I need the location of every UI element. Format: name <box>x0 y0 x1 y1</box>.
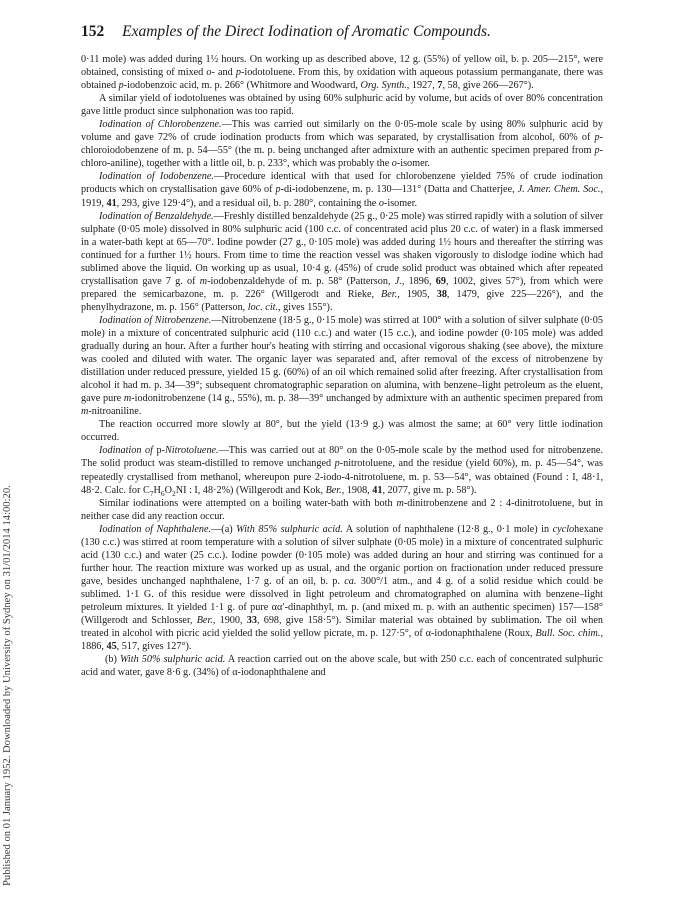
text-run: -nitrotoluene, and the residue (yield 60%), m. p. 45—54°, was repeatedly crystallised from methanol, whereupon pure 2-iodo-4-nitrotoluene, m. p. 53—54°, was obtained (Found : I, 48·1, 48·2. Calc. for C <box>81 458 603 496</box>
text-run: 300°/1 atm., and 4 g. of a solid residue which could be sublimed. 1·1 G. of this residue were dissolved in light petroleum and chromatographed on alumina with benzene–light petroleum mixtures. It yielded 1·1 g. of pure αα′-dinaphthyl, m. p. (and mixed m. p. with an authentic specimen) 157—158° (Willgerodt and Schlosser, <box>81 575 603 627</box>
text-run: Iodination of <box>99 445 157 457</box>
text-run: 33 <box>246 615 257 627</box>
text-run: , 1905, <box>397 288 437 300</box>
text-run: , 1900, <box>212 615 247 627</box>
text-run: p <box>275 184 281 196</box>
text-run: —This was carried out at 80° on the 0·05-mole scale by the method used for nitrobenzene. The solid product was steam-distilled to remove unchanged <box>81 445 603 470</box>
text-run: , 1927, <box>406 80 438 92</box>
text-run: cyclo <box>552 523 575 535</box>
text-run: o <box>391 158 397 170</box>
text-run: , 293, give 129·4°), and a residual oil, b. p. 280°, containing the <box>116 197 379 209</box>
text-run: —This was carried out similarly on the 0·05-mole scale by using 80% sulphuric acid by volume and gave 72% of crude iodination products from which was separated, by crystallisation from alcohol, 60% of <box>81 119 603 144</box>
text-run: A similar yield of iodotoluenes was obtained by using 60% sulphuric acid by volume, but acids of over 80% concentration gave little product since sulphonation was too rapid. <box>81 93 603 118</box>
text-run: Ber. <box>325 484 342 496</box>
text-run: m <box>123 393 132 405</box>
text-run: Ber. <box>196 615 213 627</box>
text-run: -chloro-aniline), together with a little oil, b. p. 233°, which was probably the <box>81 145 603 170</box>
text-run: Org. Synth. <box>360 80 407 92</box>
text-run: ca. <box>344 575 357 587</box>
text-run: -Nitrotoluene. <box>161 445 219 457</box>
text-run: , gives 155°). <box>278 301 333 313</box>
text-run: J. <box>394 275 402 287</box>
paragraph <box>81 444 603 496</box>
text-run: 38 <box>436 288 447 300</box>
text-run: 45 <box>106 641 117 653</box>
paragraph <box>81 497 603 523</box>
text-run: 2 <box>171 488 176 498</box>
text-run: J. Amer. Chem. Soc. <box>517 184 601 196</box>
text-run: NI : I, 48·2%) (Willgerodt and Kok, <box>175 484 326 496</box>
text-run: With 50% sulphuric acid. <box>120 654 226 666</box>
text-run: -nitroaniline. <box>88 406 142 418</box>
text-run: —Nitrobenzene (18·5 g., 0·15 mole) was stirred at 100° with a solution of silver sulphate (0·05 mole) in a mixture of concentrated sulphuric acid (110 c.c.) and water (15 c.c.), and iodine powder (0·105 mole) was added gradually during an hour. After a further hour's heating with stirring and occasional vigorous shaking (see above), the mixture was cooled and diluted with water. The organic layer was separated and, after removal of the excess of nitrobenzene by distillation under reduced pressure, yielded 15 g. (60%) of an oil which remained solid after freezing. After crystallisation from alcohol it had m. p. 34—39°; subsequent chromatographic separation on alumina, with benzene–light petroleum as the eluent, gave pure <box>81 314 603 405</box>
text-run: The reaction occurred more slowly at 80°, but the yield (13·9 g.) was almost the same; at 60° very little iodination occurred. <box>81 419 603 444</box>
text-run: 7 <box>437 80 443 92</box>
paragraph <box>81 210 603 314</box>
text-run: (b) <box>105 654 120 666</box>
text-run: -chloroiodobenzene of m. p. 54—55° (the m. p. being unchanged after admixture with an authentic specimen prepared from <box>81 132 603 157</box>
article-body <box>81 53 603 679</box>
text-run: o <box>378 197 384 209</box>
paragraph <box>81 653 603 679</box>
text-run: p <box>156 445 162 457</box>
paragraph <box>81 418 603 444</box>
text-run: , 1896, <box>401 275 436 287</box>
text-run: —Freshly distilled benzaldehyde (25 g., 0·25 mole) was stirred rapidly with a solution of silver sulphate (0·05 mole) dissolved in 80% sulphuric acid (100 c.c. of concentrated acid plus 20 c.c. of water) in a flask immersed in a water-bath kept at 65—70°. Iodine powder (27 g., 0·105 mole) was added during 1½ hours and thereafter the stirring was continued for a further 1½ hours. From time to time the reaction vessel was shaken vigorously to dislodge iodine which had sublimed above the liquid. On working up as usual, 10·4 g. (45%) of crude solid product was obtained which after repeated crystallisation gave 7 g. of <box>81 210 603 287</box>
text-run: , 1908, <box>341 484 373 496</box>
text-run: With 85% sulphuric acid. <box>236 523 343 535</box>
running-title: Examples of the Direct Iodination of Aromatic Compounds. <box>122 23 491 40</box>
text-run: , 1002, gives 57°), from which were prepared the semicarbazone, m. p. 226° (Willgerodt and Rieke, <box>81 275 603 300</box>
text-run: Iodination of Chlorobenzene. <box>99 119 222 131</box>
text-run: 41 <box>372 484 383 496</box>
text-run: , 58, give 266—267°). <box>442 80 534 92</box>
text-run: , 1919, <box>81 184 603 209</box>
text-run: 7 <box>149 488 154 498</box>
text-run: and <box>214 67 236 79</box>
text-run: m <box>199 275 208 287</box>
text-run: A reaction carried out on the above scale, but with 250 c.c. each of concentrated sulphuric acid and water, gave 8·6 g. (34%) of α-iodonaphthalene and <box>81 654 603 679</box>
text-run: Iodination of Naphthalene. <box>99 523 212 535</box>
paragraph <box>81 314 603 418</box>
text-run: p <box>235 67 241 79</box>
text-run: —Procedure identical with that used for chlorobenzene yielded 75% of crude iodination products which on crystallisation gave 60% of <box>81 171 603 196</box>
paragraph <box>81 92 603 118</box>
text-run: Similar iodinations were attempted on a boiling water-bath with both <box>99 497 397 509</box>
text-run: m <box>81 406 89 418</box>
text-run: Iodination of Iodobenzene. <box>99 171 214 183</box>
text-run: -iodobenzoic acid, m. p. 266° (Whitmore and Woodward, <box>123 80 361 92</box>
text-run: p <box>118 80 124 92</box>
text-run: p <box>594 145 600 157</box>
text-run: 69 <box>435 275 446 287</box>
page-number: 152 <box>81 23 105 40</box>
text-run: O <box>164 484 172 496</box>
paragraph <box>81 523 603 653</box>
text-run: Iodination of Benzaldehyde. <box>99 210 214 222</box>
text-run: m <box>396 497 404 509</box>
text-run: -di-iodobenzene, m. p. 130—131° (Datta and Chatterjee, <box>280 184 518 196</box>
download-watermark: Published on 01 January 1952. Downloaded by University of Sydney on 31/01/2014 14:00:20. <box>2 485 13 886</box>
running-head <box>81 23 601 41</box>
text-run: , 2077, give m. p. 58°). <box>382 484 477 496</box>
paragraph <box>81 118 603 170</box>
paragraph <box>81 170 603 209</box>
paragraph <box>81 53 603 92</box>
text-run: , 517, gives 127°). <box>116 641 192 653</box>
text-run: Ber. <box>381 288 398 300</box>
text-run: p <box>594 132 600 144</box>
text-run: hexane (130 c.c.) was stirred at room temperature with a solution of silver sulphate (0·05 mole) in a mixture of concentrated sulphuric acid (130 c.c.) and water (25 c.c.). Iodine powder (0·105 mole) was added during an hour and stirring was continued for a further hour. The reaction mixture was worked up as usual, and the organic portion on fractionation under reduced pressure gave, besides unchanged naphthalene, 1·7 g. of an oil, b. p. <box>81 523 604 587</box>
text-run: 6 <box>160 488 165 498</box>
text-run: -dinitrobenzene and 2 : 4-dinitrotoluene, but in neither case did any reaction occur. <box>81 497 604 522</box>
text-run: -isomer. <box>383 197 418 209</box>
text-run: -isomer. <box>396 158 430 170</box>
text-run: , 1479, give 225—226°), and the phenylhydrazone, m. p. 156° (Patterson, <box>81 288 604 313</box>
text-run: loc. cit. <box>247 301 279 313</box>
text-run: A solution of naphthalene (12·8 g., 0·1 mole) in <box>342 523 553 535</box>
text-run: , 1886, <box>81 628 603 653</box>
text-run: H <box>153 484 161 496</box>
text-run: Iodination of Nitrobenzene. <box>99 314 212 326</box>
text-run: Bull. Soc. chim. <box>535 628 601 640</box>
text-run: -iodotoluene. From this, by oxidation with aqueous potassium permanganate, there was obtained <box>81 67 603 92</box>
text-run: , 698, give 158·5°). Similar material was obtained by sublimation. The oil when treated in alcohol with picric acid yielded the solid yellow picrate, m. p. 127·5°, of α-iodonaphthalene (Roux, <box>81 615 604 640</box>
text-run: -iodobenzaldehyde of m. p. 58° (Patterson, <box>207 275 395 287</box>
text-run: p <box>334 458 340 470</box>
text-run: -iodonitrobenzene (14 g., 55%), m. p. 38—39° unchanged by admixture with an authentic specimen prepared from <box>131 393 603 405</box>
text-run: o- <box>206 67 215 79</box>
text-run: —(a) <box>211 523 237 535</box>
text-run: 41 <box>106 197 117 209</box>
text-run: 0·11 mole) was added during 1½ hours. On working up as described above, 12 g. (55%) of yellow oil, b. p. 205—215°, were obtained, consisting of mixed <box>81 54 603 79</box>
